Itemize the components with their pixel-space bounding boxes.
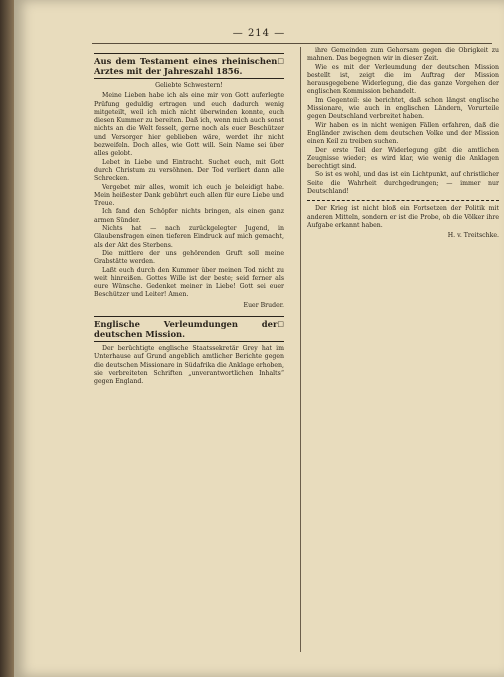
paragraph: So ist es wohl, und das ist ein Lichtpunkt, auf christlicher Seite die Wahrheit durchgedrungen; — immer nur Deutschland! — [307, 171, 499, 196]
paragraph: Der berüchtigte englische Staatssekretär Grey hat im Unterhause auf Grund angeblich amtlicher Berichte gegen die deutschen Missionare in Südafrika die Anklage erhoben, sie verbreiteten Schriften „unverantwortlichen Inhalts“ gegen England. — [94, 345, 284, 386]
article-title — [94, 53, 284, 79]
paragraph: Ich fand den Schöpfer nichts bringen, als einen ganz armen Sünder. — [94, 208, 284, 224]
paragraph: Die mittlere der uns gehörenden Gruft soll meine Grabstätte werden. — [94, 249, 284, 266]
paragraph: Im Gegenteil: sie berichtet, daß schon längst englische Missionare, wie auch in englischen Ländern, Vorurteile gegen Deutschland verbreitet haben. — [307, 96, 499, 121]
right-column — [300, 47, 499, 652]
paragraph: Der erste Teil der Widerlegung gibt die amtlichen Zeugnisse wieder; es wird klar, wie wenig die Anklagen berechtigt sind. — [307, 146, 499, 171]
left-column — [94, 47, 284, 627]
paragraph: Wir haben es in nicht wenigen Fällen erfahren, daß die Engländer zwischen dem deutschen Volke und der Mission einen Keil zu treiben suchen. — [307, 121, 499, 146]
signature: Euer Bruder. — [243, 301, 284, 309]
paragraph: Wie es mit der Verleumdung der deutschen Mission bestellt ist, zeigt die im Auftrag der Mission herausgegebene Widerlegung, die das ganze Vorgehen der englischen Kommission behandelt. — [307, 63, 499, 96]
article-title — [94, 316, 284, 342]
book-spine — [0, 0, 14, 677]
page-number: — 214 — — [232, 28, 286, 39]
paragraph: Laßt euch durch den Kummer über meinen Tod nicht zu weit hinreißen. Gottes Wille ist der beste; seid ferner als eure Wünsche. Gedenket meiner in Liebe! Gott sei euer Beschützer und Leiter! Amen. — [94, 266, 284, 299]
paragraph: Nichts hat — nach zurückgelegter Jugend, in Glaubensfragen einen tieferen Eindruck auf mich gemacht, als der Akt des Sterbens. — [94, 225, 284, 249]
paragraph: Lebet in Liebe und Eintracht. Suchet euch, mit Gott durch Christum zu versöhnen. Der Tod verliert dann alle Schrecken. — [94, 158, 284, 183]
article-mark: □ — [277, 56, 284, 65]
article-title-text: Englische Verleumdungen der deutschen Mission. — [94, 319, 278, 340]
salutation: Geliebte Schwestern! — [155, 82, 223, 89]
article-title-text: Aus dem Testament eines rheinischen Arztes mit der Jahreszahl 1856. — [94, 56, 278, 76]
paragraph: ihre Gemeinden zum Gehorsam gegen die Obrigkeit zu mahnen. Das begegnen wir in dieser Zeit. — [307, 47, 499, 63]
closing-author: H. v. Treitschke. — [447, 232, 499, 240]
section-divider — [307, 200, 499, 201]
paragraph: Meine Lieben habe ich als eine mir von Gott auferlegte Prüfung geduldig ertragen und euch dadurch wenig mitgeteilt, weil ich mich nicht überwinden konnte, euch diesen Kummer zu bereiten. Daß ich, wenn mich auch sonst nichts an die Welt fesselt, gerne noch als euer Beschützer und Versorger hier geblieben wäre, werdet ihr nicht bezweifeln. Doch alles, wie Gott will. Sein Name sei über alles gelobt. — [94, 92, 284, 158]
closing-note: Der Krieg ist nicht bloß ein Fortsetzen der Politik mit anderen Mitteln, sondern er ist die Probe, ob die Völker ihre Aufgabe erkannt haben. — [307, 205, 499, 229]
paragraph: Vergebet mir alles, womit ich euch je beleidigt habe. Mein heißester Dank gebührt euch allen für eure Liebe und Treue. — [94, 183, 284, 208]
header-rule — [92, 43, 492, 44]
article-mark: □ — [277, 319, 284, 329]
